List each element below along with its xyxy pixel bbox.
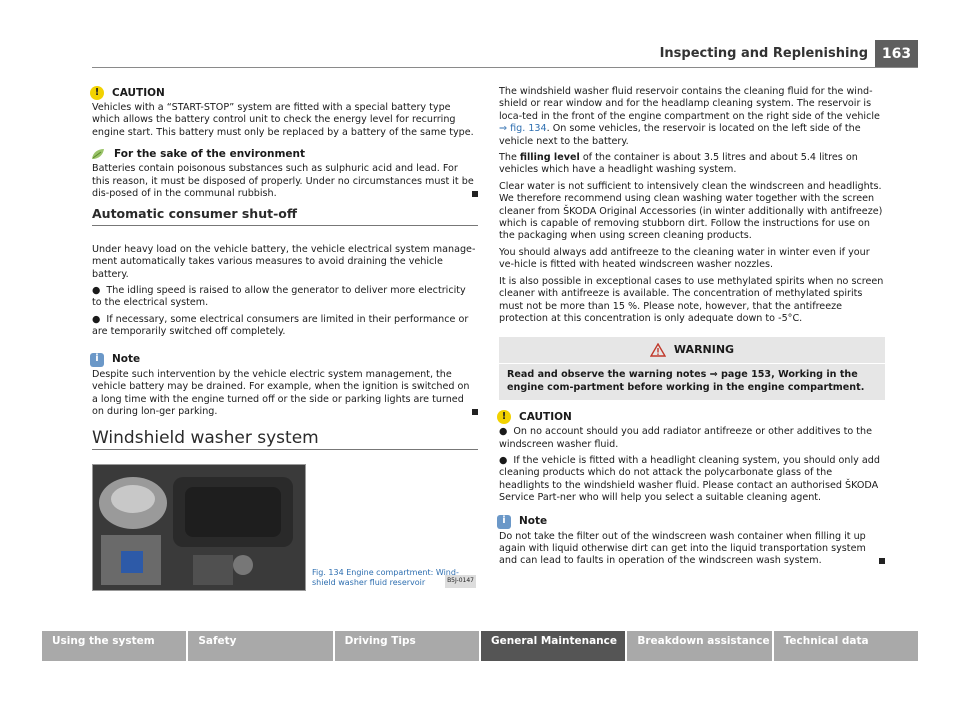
caution-icon: ! — [497, 410, 511, 424]
paragraph: The filling level of the container is about 3.5 litres and about 5.4 litres on vehicles which have a headlight washing system. — [499, 152, 858, 176]
figure-id-label: B5J-0147 — [445, 575, 476, 587]
figure-134 — [92, 464, 478, 590]
right-column — [499, 86, 885, 572]
section-heading-consumer-shutoff: Automatic consumer shut-off — [92, 206, 297, 222]
caution-title: ! CAUTION — [499, 410, 885, 424]
section-heading-washer: Windshield washer system — [92, 428, 319, 449]
bullet-item: ● If the vehicle is fitted with a headlight cleaning system, you should only add cleaning products which do not attack the polycarbonate glass of the headlights to the windshield washer fluid. Please contact an authorised ŠKODA Service Part-ner who will help you select a suitable cleaning agent. — [499, 454, 880, 504]
figure-link[interactable]: ⇒ fig. 134 — [499, 123, 547, 135]
paragraph: The windshield washer fluid reservoir contains the cleaning fluid for the wind-shield or rear window and for the headlamp cleaning system. The reservoir is loca-ted in the front of the engine compartment on the right side of the vehicle ⇒ fig. 134. On some vehicles, the reservoir is located on the left side of the vehicle next to the battery. — [499, 86, 880, 147]
section-divider — [92, 225, 478, 226]
warning-icon — [650, 343, 666, 357]
nav-tab-general-maintenance[interactable]: General Maintenance — [481, 631, 625, 661]
nav-tab-technical-data[interactable]: Technical data — [774, 631, 918, 661]
caution-text: Vehicles with a “START-STOP” system are fitted with a special battery type which allows the battery control unit to check the energy level for recurring engine start. This battery must only be replaced by a battery of the same type. — [92, 102, 474, 138]
note-text: Do not take the filter out of the windscreen wash container when filling it up again with liquid otherwise dirt can get into the liquid transportation system and can lead to faults in operation of the windscreen wash system. — [499, 531, 885, 568]
nav-tab-breakdown-assistance[interactable]: Breakdown assistance — [627, 631, 771, 661]
section-divider — [92, 449, 478, 450]
section-intro: Under heavy load on the vehicle battery, the vehicle electrical system manage-ment automatically takes various measures to avoid draining the vehicle battery. — [92, 243, 476, 280]
end-mark — [879, 558, 885, 564]
bullet-item: ● On no account should you add radiator antifreeze or other additives to the windscreen washer fluid. — [499, 426, 872, 450]
page-number: 163 — [875, 40, 918, 67]
left-column — [92, 86, 478, 590]
nav-tab-safety[interactable]: Safety — [188, 631, 332, 661]
environment-icon — [90, 147, 106, 161]
warning-text: Read and observe the warning notes ⇒ page 153, Working in the engine com-partment before working in the engine compartment. — [507, 369, 865, 393]
bullet-item: ● If necessary, some electrical consumers are limited in their performance or are temporarily switched off completely. — [92, 313, 469, 338]
engine-compartment-photo — [92, 464, 306, 591]
environment-title: For the sake of the environment — [92, 147, 478, 161]
note-text: Despite such intervention by the vehicle electric system management, the vehicle battery may be drained. For example, when the ignition is switched on a long time with the engine turned off or the side or parking lights are turned on during lon-ger parking. — [92, 369, 478, 419]
paragraph: You should always add antifreeze to the cleaning water in winter even if your ve-hicle is fitted with heated windscreen washer nozzles. — [499, 246, 870, 271]
end-mark — [472, 191, 478, 197]
paragraph: Clear water is not sufficient to intensively clean the windscreen and headlights. We therefore recommend using clean washing water together with the screen cleaner from ŠKODA Original Accessories (in winter additionally with antifreeze) which is capable of removing stubborn dirt. Follow the instructions for use on the packaging when using screen cleaning products. — [499, 180, 883, 242]
nav-tab-using-the-system[interactable]: Using the system — [42, 631, 186, 661]
warning-box — [499, 337, 885, 400]
bullet-item: ● The idling speed is raised to allow the generator to deliver more electricity to the electrical system. — [92, 285, 466, 309]
figure-caption: Fig. 134 Engine compartment: Wind-shield washer fluid reservoir — [312, 567, 459, 587]
caution-icon: ! — [90, 86, 104, 100]
environment-text: Batteries contain poisonous substances such as sulphuric acid and lead. For this reason, it must be disposed of properly. Under no circumstances must it be dis-posed of in the communal rubbish. — [92, 163, 478, 200]
warning-title: WARNING — [499, 337, 885, 364]
caution-title: ! CAUTION — [92, 86, 478, 100]
info-icon: i — [90, 353, 104, 367]
page-header-title: Inspecting and Replenishing — [659, 46, 868, 61]
end-mark — [472, 409, 478, 415]
info-icon: i — [497, 515, 511, 529]
chapter-navigation — [42, 631, 918, 661]
nav-tab-driving-tips[interactable]: Driving Tips — [335, 631, 479, 661]
note-title: i Note — [499, 515, 885, 529]
note-title: i Note — [92, 353, 478, 367]
header-divider — [92, 67, 918, 68]
paragraph: It is also possible in exceptional cases to use methylated spirits when no screen cleaner with antifreeze is available. The concentration of methylated spirits must not be more than 15 %. Please note, however, that the antifreeze protection at this concentration is only adequate down to -5°C. — [499, 275, 884, 324]
